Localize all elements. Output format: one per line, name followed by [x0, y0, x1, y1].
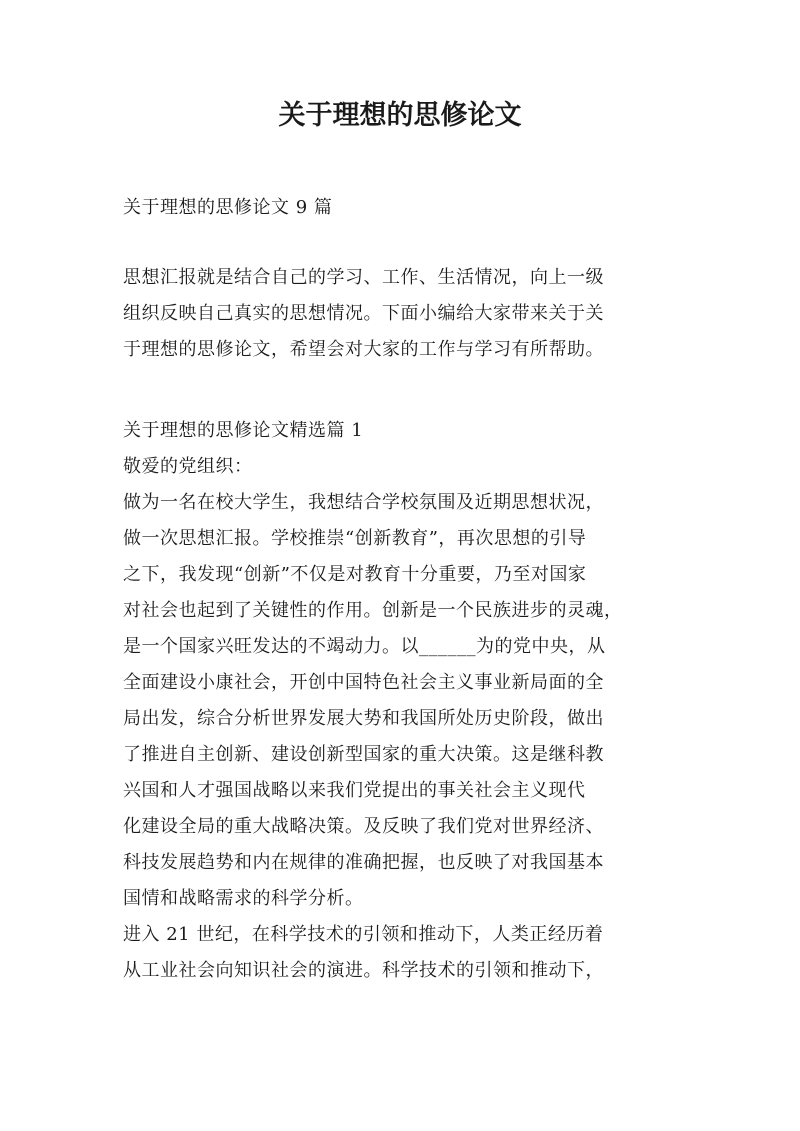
intro-line: 组织反映自己真实的思想情况。下面小编给大家带来关于关	[123, 303, 604, 324]
essay-heading: 关于理想的思修论文精选篇 1	[123, 420, 364, 441]
essay-line: 化建设全局的重大战略决策。及反映了我们党对世界经济、	[123, 816, 604, 837]
essay-body	[123, 413, 693, 989]
essay-line: 科技发展趋势和内在规律的准确把握，也反映了对我国基本	[123, 852, 604, 873]
essay-line: 进入 21 世纪，在科学技术的引领和推动下，人类正经历着	[123, 924, 604, 945]
essay-line: 了推进自主创新、建设创新型国家的重大决策。这是继科教	[123, 744, 604, 765]
intro-line: 思想汇报就是结合自己的学习、工作、生活情况，向上一级	[123, 267, 604, 288]
essay-line: 局出发，综合分析世界发展大势和我国所处历史阶段，做出	[123, 708, 604, 729]
essay-line: 对社会也起到了关键性的作用。创新是一个民族进步的灵魂，	[123, 600, 623, 621]
essay-line: 国情和战略需求的科学分析。	[123, 888, 364, 909]
intro-line: 于理想的思修论文，希望会对大家的工作与学习有所帮助。	[123, 339, 604, 360]
essay-line: 做一次思想汇报。学校推崇“创新教育”，再次思想的引导	[123, 528, 587, 549]
page-title: 关于理想的思修论文	[278, 100, 522, 131]
intro-paragraph	[123, 260, 693, 368]
essay-line: 兴国和人才强国战略以来我们党提出的事关社会主义现代	[123, 780, 586, 801]
document-subtitle: 关于理想的思修论文 9 篇	[123, 197, 333, 218]
essay-line: 做为一名在校大学生，我想结合学校氛围及近期思想状况，	[123, 492, 604, 513]
essay-line: 是一个国家兴旺发达的不竭动力。以______为的党中央，从	[123, 636, 606, 657]
essay-line: 之下，我发现“创新”不仅是对教育十分重要，乃至对国家	[123, 564, 587, 585]
salutation: 敬爱的党组织：	[123, 456, 253, 477]
essay-line: 从工业社会向知识社会的演进。科学技术的引领和推动下，	[123, 960, 604, 981]
essay-line: 全面建设小康社会，开创中国特色社会主义事业新局面的全	[123, 672, 604, 693]
